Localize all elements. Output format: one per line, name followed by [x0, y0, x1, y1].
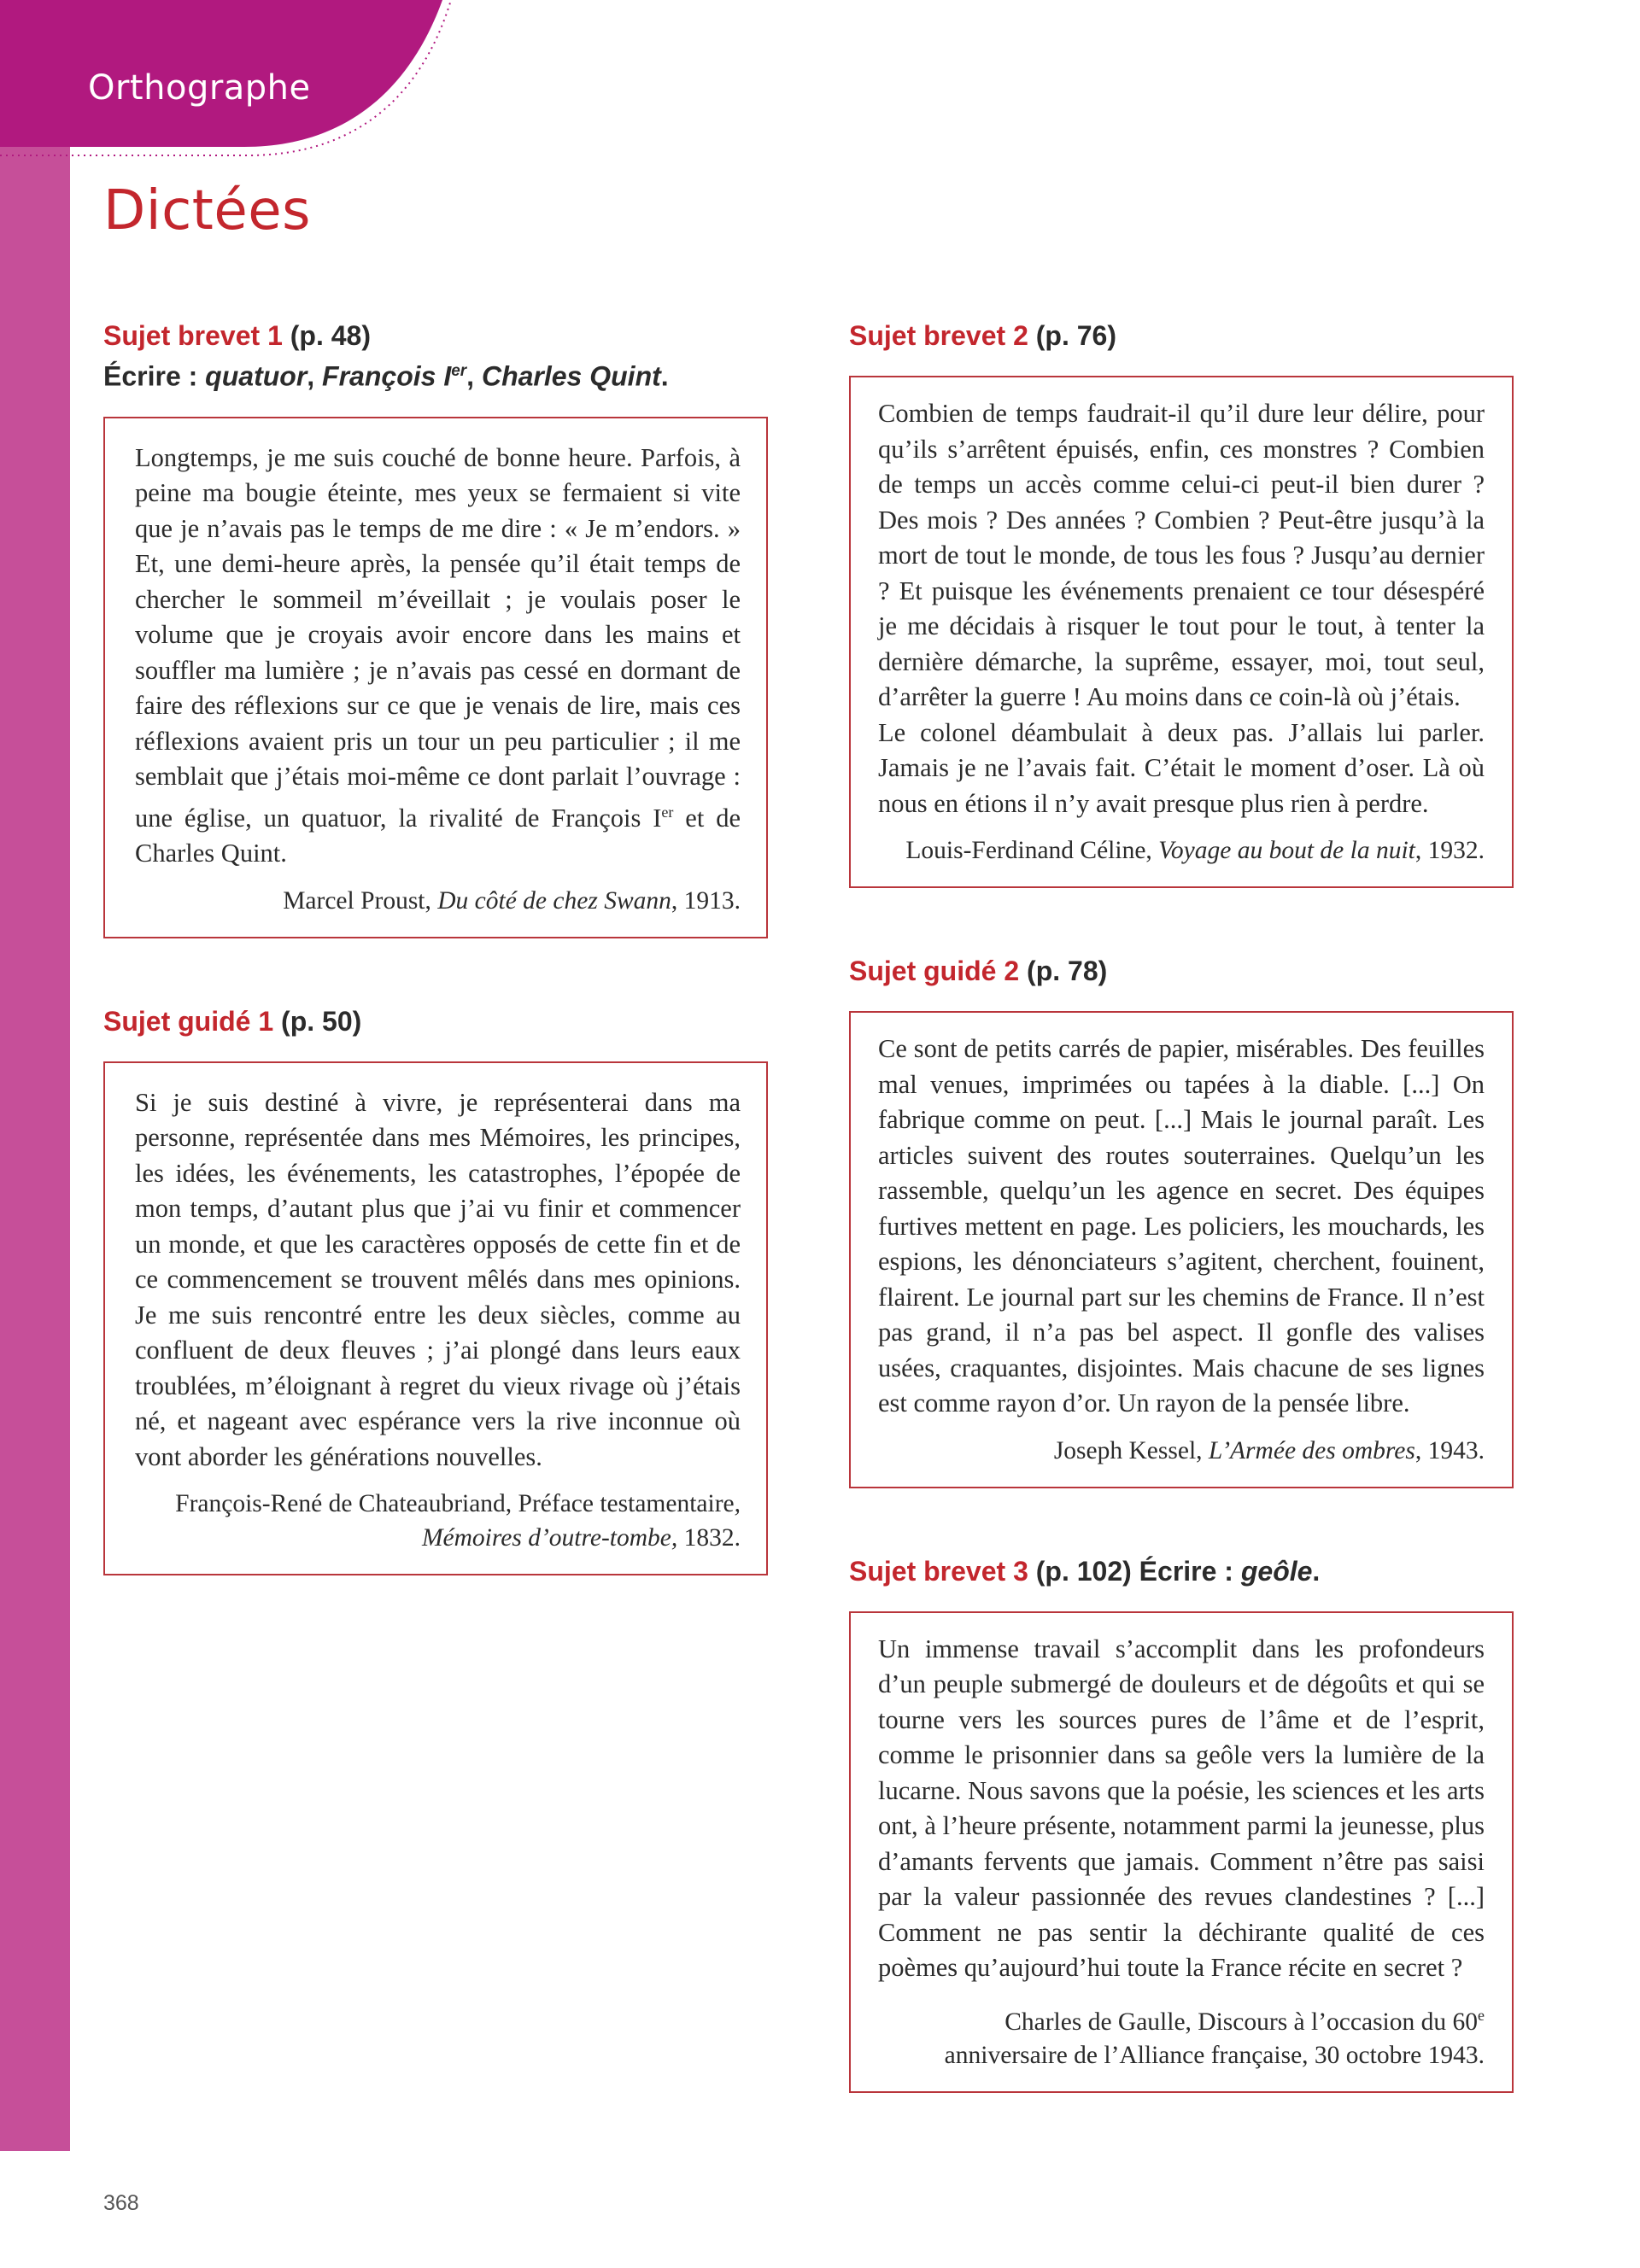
dictation-brevet-3 [849, 1553, 1514, 2094]
source-author: Louis-Ferdinand Céline, [905, 837, 1159, 864]
write-word: quatuor [205, 360, 308, 392]
heading-subject: Sujet brevet 1 [103, 320, 283, 351]
heading-subject: Sujet guidé 1 [103, 1005, 274, 1037]
dictation-heading [849, 318, 1514, 354]
dictation-text [135, 441, 741, 872]
text-part: et de Charles Quint. [135, 803, 741, 868]
dictation-text: Un immense travail s’accomplit dans les profondeurs d’un peuple submergé de douleurs et de dégoûts et qui se tourne vers les sources pures de l’âme et de l’esprit, comme le prisonnier dans sa geôle vers la lumière de la lucarne. Nous savons que la poésie, les sciences et les arts ont, à l’heure présente, notamment parmi la jeunesse, plus d’amants fervents que jamais. Comment n’être pas saisi par la valeur passionnée des revues clandestines ? [...] Comment ne pas sentir la déchirante qualité de ces poèmes qu’aujourd’hui toute la France récite en secret ? [878, 1634, 1485, 1982]
dictation-text-box [849, 1011, 1514, 1488]
source-work: Du côté de chez Swann [437, 886, 671, 915]
dictation-source [878, 1434, 1485, 1468]
dictation-text: Si je suis destiné à vivre, je représenterai dans ma personne, représentée dans mes Mémoires, les principes, les idées, les événements, les catastrophes, l’épopée de mon temps, d’autant plus que j’ai vu finir et commencer un monde, et que les caractères opposés de cette fin et de ce commencement se trouvent mêlés dans mes opinions. Je me suis rencontré entre les deux siècles, comme au confluent de deux fleuves ; j’ai plongé dans leurs eaux troublées, m’éloignant à regret du vieux rivage où j’étais né, et nageant avec espérance vers la rive inconnue où vont aborder les générations nouvelles. [135, 1087, 741, 1471]
dictation-source [135, 884, 741, 918]
dictation-source [878, 833, 1485, 868]
source-work: Voyage au bout de la nuit [1158, 837, 1415, 864]
write-label: Écrire : [1139, 1555, 1241, 1587]
source-year: 1832. [677, 1524, 741, 1552]
dictation-guide-1 [103, 1003, 768, 1576]
section-label: Orthographe [88, 68, 311, 108]
separator: , [466, 360, 482, 392]
dictation-text: Ce sont de petits carrés de papier, misérables. Des feuilles mal venues, imprimées ou tapées à la diable. [...] On fabrique comme on peut. [...] Mais le journal paraît. Les articles suivent des routes souterraines. Quelqu’un les rassemble, quelqu’un les agence en secret. Des équipes furtives mettent en page. Les policiers, les mouchards, les espions, les dénonciateurs s’agitent, cherchent, fouinent, flairent. Le journal part sur les chemins de France. Il n’est pas grand, il n’a pas bel aspect. Il gonfle des valises usées, craquantes, disjointes. Mais chacune de ses lignes est comme rayon d’or. Un rayon de la pensée libre. [878, 1034, 1485, 1418]
heading-page-ref: (p. 50) [273, 1005, 362, 1037]
heading-page-ref: (p. 102) [1028, 1555, 1139, 1587]
superscript: er [451, 362, 467, 380]
write-label: Écrire : [103, 360, 206, 392]
source-year: , 1932. [1414, 837, 1485, 864]
dictation-text: Combien de temps faudrait-il qu’il dure leur délire, pour qu’ils s’arrêtent épuisés, enfin, ces monstres ? Combien de temps un accès comme celui-ci peut-il bien durer ? Des mois ? Des années ? Combien ? Peut-être jusqu’à la mort de tout le monde, de tous les fous ? Jusqu’au dernier ? Et puisque les événements prenaient ce tour désespéré je me décidais à risquer le tout pour le tout, à tenter la dernière démarche, la suprême, essayer, moi, tout seul, d’arrêter la guerre ! Au moins dans ce coin-là où j’étais. [878, 399, 1485, 711]
left-margin-strip [0, 0, 70, 2151]
page-title: Dictées [103, 179, 311, 243]
page-number: 368 [103, 2191, 139, 2215]
dictation-text-box [103, 1061, 768, 1576]
dictation-heading [849, 1553, 1514, 1589]
source-comma: , [734, 1490, 741, 1518]
write-word: François I [322, 360, 452, 392]
superscript: e [1478, 2006, 1485, 2024]
heading-subject: Sujet guidé 2 [849, 956, 1020, 986]
heading-end: . [1312, 1555, 1321, 1587]
write-word: geôle [1240, 1555, 1313, 1587]
dictation-text-paragraph-2: Le colonel déambulait à deux pas. J’allais lui parler. Jamais je ne l’avais fait. C’était le moment d’oser. Là où nous en étions il n’y avait presque plus rien à perdre. [878, 717, 1485, 818]
source-year: , 1943. [1414, 1436, 1485, 1464]
dictation-source [135, 1487, 741, 1555]
source-year: , 1913. [671, 886, 741, 915]
source-work: L’Armée des ombres [1208, 1436, 1415, 1464]
heading-page-ref: (p. 78) [1019, 956, 1108, 986]
source-author: François-René de Chateaubriand, Préface testamentaire [175, 1490, 735, 1518]
dictation-heading [103, 318, 768, 395]
source-work: Mémoires d’outre-tombe, [421, 1524, 678, 1552]
right-column [849, 318, 1514, 2093]
source-author: Marcel Proust, [283, 886, 438, 915]
heading-page-ref: (p. 76) [1028, 320, 1116, 351]
heading-subject: Sujet brevet 2 [849, 320, 1028, 351]
source-author-continued: anniversaire de l’Alliance française, 30 octobre 1943. [944, 2042, 1485, 2070]
source-author: Joseph Kessel, [1053, 1436, 1209, 1464]
heading-page-ref: (p. 48) [282, 320, 371, 351]
dictation-brevet-1 [103, 318, 768, 938]
dictation-brevet-2 [849, 318, 1514, 888]
text-part: Longtemps, je me suis couché de bonne heure. Parfois, à peine ma bougie éteinte, mes yeux se fermaient si vite que je n’avais pas le temps de me dire : « Je m’endors. » Et, une demi-heure après, la pensée qu’il était temps de chercher le sommeil m’éveillait ; je voulais poser le volume que je croyais avoir encore dans les mains et souffler ma lumière ; je n’avais pas cessé en dormant de faire des réflexions sur ce que je venais de lire, mais ces réflexions avaient pris un tour un peu particulier ; il me semblait que j’étais moi-même ce dont parlait l’ouvrage : une église, un quatuor, la rivalité de François I [135, 442, 741, 833]
dictation-guide-2 [849, 953, 1514, 1488]
dictation-heading [849, 953, 1514, 989]
dictation-text-box [103, 417, 768, 938]
source-author: Charles de Gaulle, Discours à l’occasion du 60 [1004, 2008, 1478, 2036]
separator: , [307, 360, 323, 392]
write-word: Charles Quint [481, 360, 661, 392]
heading-subject: Sujet brevet 3 [849, 1555, 1028, 1587]
left-column [103, 318, 768, 1640]
dictation-text-box [849, 1611, 1514, 2094]
dictation-source [878, 1998, 1485, 2073]
heading-end: . [660, 360, 669, 392]
superscript: er [661, 803, 674, 821]
dictation-text-box [849, 376, 1514, 888]
dictation-heading [103, 1003, 768, 1039]
